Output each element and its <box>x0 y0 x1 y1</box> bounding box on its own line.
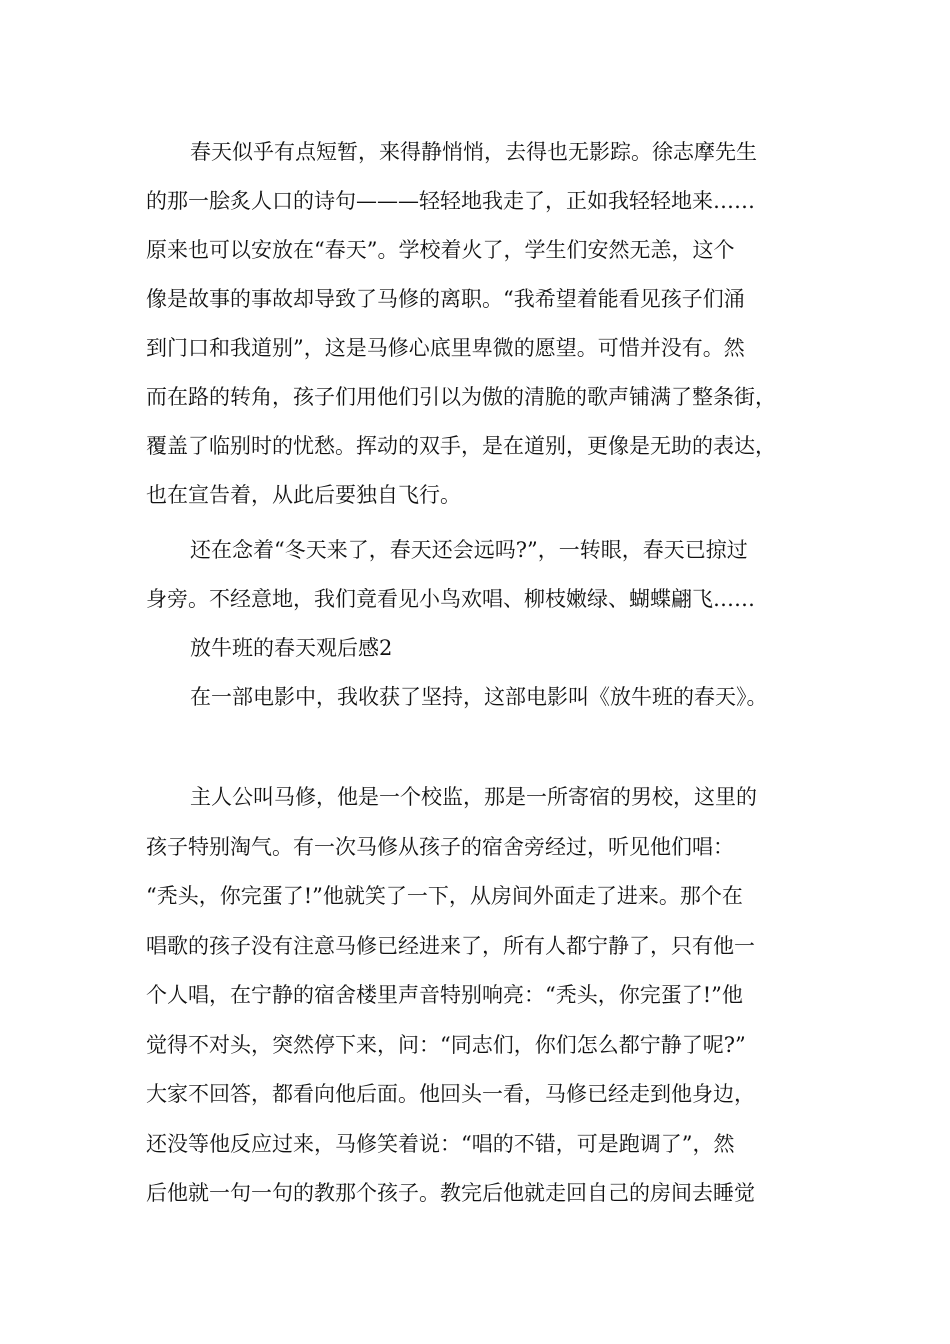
section-heading: 放牛班的春天观后感2 <box>190 636 393 660</box>
paragraph-3-line-9: 后他就一句一句的教那个孩子。教完后他就走回自己的房间去睡觉 <box>146 1181 755 1205</box>
paragraph-3-line-4: 唱歌的孩子没有注意马修已经进来了，所有人都宁静了，只有他一 <box>146 934 755 958</box>
paragraph-3-line-1: 主人公叫马修，他是一个校监，那是一所寄宿的男校，这里的 <box>190 785 757 809</box>
paragraph-3-line-2: 孩子特别淘气。有一次马修从孩子的宿舍旁经过，听见他们唱： <box>146 835 734 859</box>
paragraph-1-line-1: 春天似乎有点短暂，来得静悄悄，去得也无影踪。徐志摩先生 <box>190 140 757 164</box>
paragraph-3-line-3: “秃头，你完蛋了!”他就笑了一下，从房间外面走了进来。那个在 <box>146 884 743 908</box>
paragraph-1-line-3: 原来也可以安放在“春天”。学校着火了，学生们安然无恙，这个 <box>146 238 735 262</box>
paragraph-1-line-4: 像是故事的事故却导致了马修的离职。“我希望着能看见孩子们涌 <box>146 287 745 311</box>
paragraph-1-line-5: 到门口和我道别”，这是马修心底里卑微的愿望。可惜并没有。然 <box>146 336 745 360</box>
paragraph-2-line-2: 身旁。不经意地，我们竟看见小鸟欢唱、柳枝嫩绿、蝴蝶翩飞…… <box>146 587 755 611</box>
paragraph-1-line-8: 也在宣告着，从此后要独自飞行。 <box>146 483 461 507</box>
paragraph-1-line-7: 覆盖了临别时的忧愁。挥动的双手，是在道别，更像是无助的表达， <box>146 434 776 458</box>
intro-line: 在一部电影中，我收获了坚持，这部电影叫《放牛班的春天》。 <box>190 685 768 709</box>
paragraph-3-line-7: 大家不回答，都看向他后面。他回头一看，马修已经走到他身边， <box>146 1082 755 1106</box>
paragraph-2-line-1: 还在念着“冬天来了，春天还会远吗?”，一转眼，春天已掠过 <box>190 538 748 562</box>
paragraph-3-line-8: 还没等他反应过来，马修笑着说：“唱的不错，可是跑调了”，然 <box>146 1132 735 1156</box>
paragraph-1-line-6: 而在路的转角，孩子们用他们引以为傲的清脆的歌声铺满了整条街， <box>146 385 776 409</box>
paragraph-1-line-2: 的那一脍炙人口的诗句———轻轻地我走了，正如我轻轻地来…… <box>146 189 755 213</box>
paragraph-3-line-5: 个人唱，在宁静的宿舍楼里声音特别响亮：“秃头，你完蛋了!”他 <box>146 983 743 1007</box>
paragraph-3-line-6: 觉得不对头，突然停下来，问：“同志们，你们怎么都宁静了呢?” <box>146 1033 746 1057</box>
